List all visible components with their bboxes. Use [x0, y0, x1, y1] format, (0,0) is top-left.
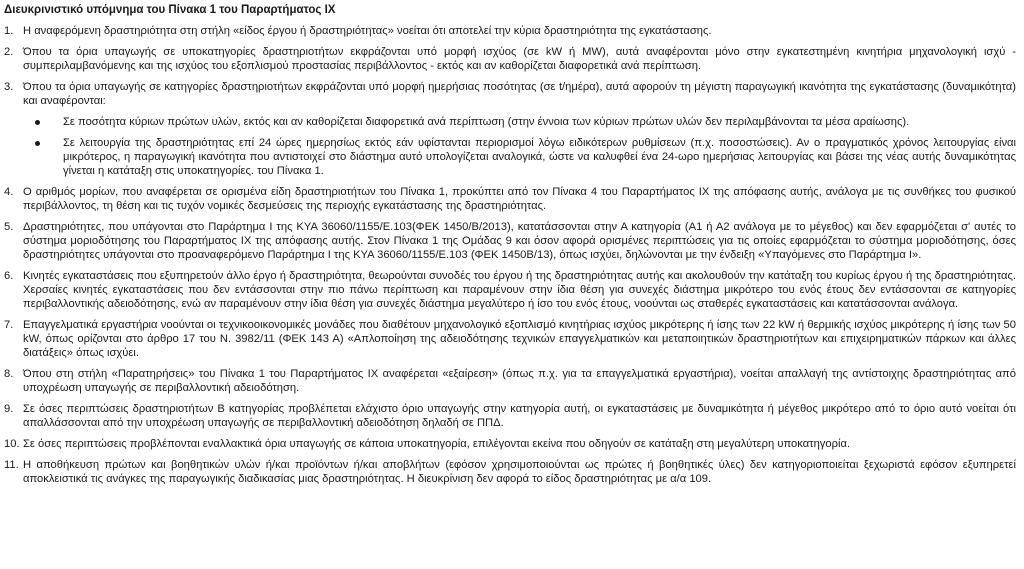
item-number: 10. — [4, 438, 20, 450]
item-text: Σε όσες περιπτώσεις προβλέπονται εναλλακτικά όρια υπαγωγής σε κάποια υποκατηγορία, επιλέγονται εκείνα που οδηγούν σε κατάταξη στη μεγαλύτερη υποκατηγορία. — [23, 438, 851, 450]
item-text: Επαγγελματικά εργαστήρια νοούνται οι τεχνικοοικονομικές μονάδες που διαθέτουν μηχανολογικό εξοπλισμό κινητήριας ισχύος μικρότερης ή ίσης των 22 kW ή θερμικής ισχύος μικρότερης ή ίσης των 50 kW, όπως ορίζονται στο άρθρο 17 του Ν. 3982/11 (ΦΕΚ 143 Α) «Απλοποίηση της αδειοδότησης τεχνικών επαγγελματικών και μεταποιητικών δραστηριοτήτων και επιχειρηματικών πάρκων και άλλες διατάξεις» όπως ισχύει. — [23, 319, 1016, 359]
item-number: 5. — [4, 221, 14, 233]
bullet-text: Σε ποσότητα κύριων πρώτων υλών, εκτός και αν καθορίζεται διαφορετικά ανά περίπτωση (στην έννοια των κύριων πρώτων υλών δεν περιλαμβάνονται τα μέσα αραίωσης). — [63, 116, 910, 128]
item-text: Όπου τα όρια υπαγωγής σε υποκατηγορίες δραστηριοτήτων εκφράζονται υπό μορφή ισχύος (σε kW ή MW), αυτά αναφέρονται μόνο στην εγκατεστημένη κινητήρια μηχανολογική ισχύ - συμπεριλαμβανόμενης και της ισχύος του εξοπλισμού προστασίας περιβάλλοντος - εκτός και αν καθορίζεται διαφορετικά ανά περίπτωση. — [23, 46, 1016, 72]
bullet-icon — [35, 120, 40, 125]
item-number: 8. — [4, 368, 14, 380]
item-number: 9. — [4, 403, 14, 415]
item-number: 1. — [4, 25, 14, 37]
list-item — [4, 367, 1020, 395]
list-item — [4, 402, 1020, 430]
item-text: Η αναφερόμενη δραστηριότητα στη στήλη «είδος έργου ή δραστηριότητας» νοείται ότι αποτελεί την κύρια δραστηριότητα της εγκατάστασης. — [23, 25, 712, 37]
item-number: 7. — [4, 319, 14, 331]
item-number: 6. — [4, 270, 14, 282]
list-item — [4, 458, 1020, 486]
item-text: Δραστηριότητες, που υπάγονται στο Παράρτημα Ι της ΚΥΑ 36060/1155/Ε.103(ΦΕΚ 1450/Β/2013), κατατάσσονται στην Α κατηγορία (Α1 ή Α2 ανάλογα με το μέγεθος) και δεν εφαρμόζεται σ' αυτές το σύστημα μοριοδότησης του Παραρτήματος ΙΧ της απόφασης αυτής. Στον Πίνακα 1 της Ομάδας 9 και όσον αφορά ορισμένες περιπτώσεις για τις οποίες εφαρμόζεται το σύστημα μοριοδότησης, όσες δραστηριότητες υπάγονται στο προαναφερόμενο Παράρτημα Ι της ΚΥΑ 36060/1155/Ε.103 (ΦΕΚ 1450Β/13), όπως ισχύει, δηλώνονται με την ένδειξη «Υπαγόμενες στο Παράρτημα Ι». — [23, 221, 1016, 261]
page-title: Διευκρινιστικό υπόμνημα του Πίνακα 1 του Παραρτήματος ΙΧ — [4, 4, 336, 16]
item-number: 11. — [4, 459, 19, 471]
list-item — [4, 45, 1020, 73]
item-text: Η αποθήκευση πρώτων και βοηθητικών υλών ή/και προϊόντων ή/και αποβλήτων (εφόσον χρησιμοποιούνται ως πρώτες ή βοηθητικές ύλες) δεν κατηγοριοποιείται ξεχωριστά εφόσον εξυπηρετεί αποκλειστικά τις ανάγκες της παραγωγικής διαδικασίας μιας δραστηριότητας. Η διευκρίνιση δεν αφορά το είδος δραστηριότητας με α/α 109. — [23, 459, 1016, 485]
item-text: Όπου στη στήλη «Παρατηρήσεις» του Πίνακα 1 του Παραρτήματος ΙΧ αναφέρεται «εξαίρεση» (όπως π.χ. για τα επαγγελματικά εργαστήρια), νοείται απαλλαγή της αντίστοιχης δραστηριότητας από υποχρέωση υπαγωγής σε περιβαλλοντική αδειοδότηση. — [23, 368, 1016, 394]
item-number: 3. — [4, 81, 14, 93]
bullet-item — [23, 136, 1016, 178]
item-text: Ο αριθμός μορίων, που αναφέρεται σε ορισμένα είδη δραστηριοτήτων του Πίνακα 1, προκύπτει από τον Πίνακα 4 του Παραρτήματος ΙΧ της απόφασης αυτής, ανάλογα με τις συνθήκες του φυσικού περιβάλλοντος, τη θέση και τις τυχόν νομικές δεσμεύσεις της περιοχής εγκατάστασης της δραστηριότητας. — [23, 186, 1016, 212]
item-text: Όπου τα όρια υπαγωγής σε κατηγορίες δραστηριοτήτων εκφράζονται υπό μορφή ημερήσιας ποσότητας (σε t/ημέρα), αυτά αφορούν τη μέγιστη παραγωγική ικανότητα της εγκατάστασης (δυναμικότητα) και αναφέρονται: — [23, 81, 1016, 107]
list-item — [4, 80, 1020, 178]
list-item — [4, 24, 1020, 38]
list-item — [4, 185, 1020, 213]
bullet-text: Σε λειτουργία της δραστηριότητας επί 24 ώρες ημερησίως εκτός εάν υφίστανται περιορισμοί λόγω ειδικότερων ρυθμίσεων (π.χ. ποσοστώσεις). Αν ο πραγματικός χρόνος λειτουργίας είναι μικρότερος, η παραγωγική ικανότητα που αντιστοιχεί στο διάστημα αυτό υπολογίζεται αναλογικά, ώστε να καλυφθεί ένα 24-ωρο ημερήσιας λειτουργίας και βάσει της νέας αυτής δυναμικότητας γίνεται η κατάταξη στις υποκατηγορίες. του Πίνακα 1. — [63, 137, 1016, 177]
list-item — [4, 269, 1020, 311]
item-text: Σε όσες περιπτώσεις δραστηριοτήτων Β κατηγορίας προβλέπεται ελάχιστο όριο υπαγωγής στην κατηγορία αυτή, οι εγκαταστάσεις με δυναμικότητα ή μέγεθος μικρότερο από το όριο αυτό νοείται ότι απαλλάσσονται από την υποχρέωση υπαγωγής σε περιβαλλοντική αδειοδότηση δηλαδή σε ΠΠΔ. — [23, 403, 1016, 429]
item-text: Κινητές εγκαταστάσεις που εξυπηρετούν άλλο έργο ή δραστηριότητα, θεωρούνται συνοδές του έργου ή της δραστηριότητας αυτής και ακολουθούν την κατάταξη του κυρίως έργου ή της δραστηριότητας. Χερσαίες κινητές εγκαταστάσεις που δεν εντάσσονται στην πιο πάνω περίπτωση και παραμένουν στην ίδια θέση για συνεχές διάστημα μικρότερο του ενός έτους δεν εντάσσονται σε κατηγορίες περιβαλλοντικής αδειοδότησης, ενώ αν παραμένουν στην ίδια θέση για συνεχές διάστημα μεγαλύτερο ή ίσο του ενός έτους, νοούνται ως σταθερές εγκαταστάσεις και κατατάσσονται ανάλογα. — [23, 270, 1016, 310]
list-item — [4, 220, 1020, 262]
item-number: 4. — [4, 186, 14, 198]
item-number: 2. — [4, 46, 14, 58]
bullet-item — [23, 115, 1016, 129]
list-item — [4, 318, 1020, 360]
list-item — [4, 437, 1020, 451]
bullet-icon — [35, 141, 40, 146]
